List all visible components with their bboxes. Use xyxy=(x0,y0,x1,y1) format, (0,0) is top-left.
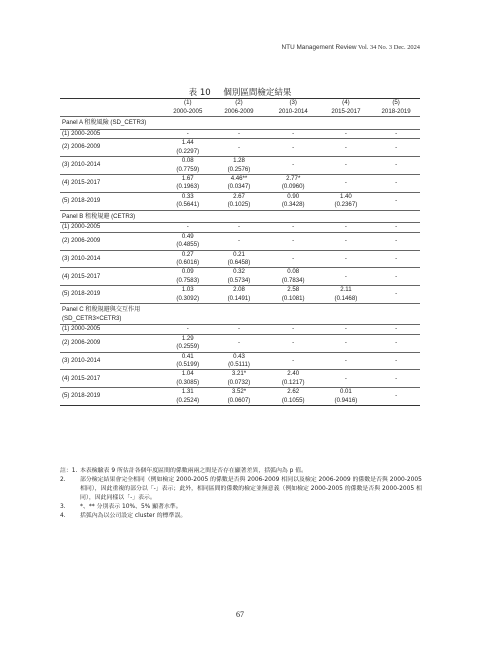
cell-value: - xyxy=(395,143,398,151)
table-cell xyxy=(372,268,420,286)
cell-value: 0.01 xyxy=(339,388,352,396)
table-cell xyxy=(211,268,267,286)
row-label: (4) 2015-2017 xyxy=(60,370,164,388)
note-text: 本表檢驗表 9 所估計各個年度區間的係數兩兩之間是否存在顯著差異，括弧內為 p 值。 xyxy=(80,468,308,474)
cell-value: 2.08 xyxy=(233,286,245,294)
column-range: 2010-2014 xyxy=(278,107,308,115)
table-cell xyxy=(267,388,320,406)
row-label: (1) 2000-2005 xyxy=(62,129,101,137)
column-range: 2018-2019 xyxy=(381,107,411,115)
table-cell xyxy=(320,388,373,406)
cell-value: 2.11 xyxy=(340,286,352,294)
cell-value: 0.21 xyxy=(233,250,245,258)
table-cell xyxy=(320,139,373,157)
cell-pvalue: (0.1055) xyxy=(281,396,305,404)
table-cell xyxy=(164,129,211,139)
table-cell xyxy=(164,139,211,157)
table-cell xyxy=(211,232,267,250)
cell-value: - xyxy=(237,237,241,245)
table-cell xyxy=(211,129,267,139)
table-cell xyxy=(164,334,211,352)
cell-pvalue: (0.5734) xyxy=(227,276,251,284)
row-label: (5) 2018-2019 xyxy=(60,388,164,406)
table-cell xyxy=(211,157,267,175)
column-number: (5) xyxy=(372,99,420,108)
cell-value: 0.90 xyxy=(287,192,300,200)
table-cell xyxy=(372,129,420,139)
column-number: (1) xyxy=(164,99,211,108)
table-cell xyxy=(211,388,267,406)
cell-value: - xyxy=(344,129,347,137)
cell-value: - xyxy=(344,161,347,169)
table-cell xyxy=(164,370,211,388)
table-row xyxy=(60,388,420,406)
table-cell xyxy=(320,232,373,250)
note-item xyxy=(60,467,422,476)
row-label: (2) 2006-2009 xyxy=(60,334,164,352)
row-label: (2) 2006-2009 xyxy=(60,139,164,157)
cell-pvalue: (0.2524) xyxy=(176,396,200,404)
cell-pvalue: (0.6016) xyxy=(176,259,200,267)
cell-pvalue: (0.6458) xyxy=(227,259,251,267)
header-row-ranges xyxy=(60,108,420,117)
cell-pvalue: (0.5199) xyxy=(176,361,200,369)
table-cell xyxy=(372,388,420,406)
table-title xyxy=(0,86,480,98)
cell-pvalue: (0.0960) xyxy=(281,183,305,191)
table-cell xyxy=(320,370,373,388)
table-cell xyxy=(211,175,267,193)
cell-value: - xyxy=(344,143,347,151)
cell-value: - xyxy=(292,223,295,231)
cell-value: 1.44 xyxy=(181,139,194,147)
table-cell xyxy=(267,129,320,139)
table-row xyxy=(60,334,420,352)
table-cell xyxy=(320,223,373,233)
table-row xyxy=(60,139,420,157)
table-cell xyxy=(211,334,267,352)
panel-label-text: Panel A 租稅風險 (SD_CETR3) xyxy=(62,119,147,127)
note-item xyxy=(60,503,422,512)
cell-value: 0.32 xyxy=(233,268,245,276)
cell-value: - xyxy=(395,325,398,333)
cell-pvalue: (0.4855) xyxy=(176,241,200,249)
cell-value: - xyxy=(186,325,189,333)
table-cell xyxy=(372,157,420,175)
row-label: (3) 2010-2014 xyxy=(60,352,164,370)
column-range: 2015-2017 xyxy=(331,107,361,115)
panel-header xyxy=(60,304,420,325)
table-cell xyxy=(164,325,211,335)
table-number: 表 10 xyxy=(188,88,211,98)
table-cell xyxy=(267,268,320,286)
cell-value: 2.67 xyxy=(233,192,245,200)
cell-value: - xyxy=(292,254,295,262)
table-cell xyxy=(372,175,420,193)
table-row xyxy=(60,192,420,210)
cell-value: - xyxy=(237,223,241,231)
cell-value: 0.27 xyxy=(181,250,194,258)
table-cell xyxy=(320,268,373,286)
note-item xyxy=(60,512,422,521)
cell-pvalue: (0.7834) xyxy=(281,276,305,284)
cell-value: - xyxy=(344,237,347,245)
cell-value: - xyxy=(186,129,189,137)
cell-value: 3.52* xyxy=(231,388,247,396)
table-cell xyxy=(164,352,211,370)
table-cell xyxy=(372,334,420,352)
cell-value: 0.49 xyxy=(181,232,194,240)
cell-value: 2.40 xyxy=(287,370,300,378)
row-label: (4) 2015-2017 xyxy=(60,268,164,286)
table-cell xyxy=(164,192,211,210)
cell-value: - xyxy=(395,356,398,364)
cell-value: - xyxy=(395,272,398,280)
table-cell xyxy=(320,325,373,335)
table-cell xyxy=(164,223,211,233)
cell-value: 0.41 xyxy=(181,352,194,360)
table-cell xyxy=(320,250,373,268)
cell-pvalue: (0.3428) xyxy=(281,201,305,209)
column-number: (2) xyxy=(211,99,267,108)
cell-pvalue: (0.1491) xyxy=(227,294,251,302)
header-spacer xyxy=(60,108,164,117)
table-cell xyxy=(211,192,267,210)
row-label: (5) 2018-2019 xyxy=(60,286,164,304)
cell-pvalue: (0.0732) xyxy=(227,378,251,386)
table-cell xyxy=(211,352,267,370)
cell-value: - xyxy=(344,254,347,262)
table-cell xyxy=(267,175,320,193)
table-cell xyxy=(267,250,320,268)
table-row xyxy=(60,129,420,139)
cell-pvalue: (0.1963) xyxy=(176,183,200,191)
panel-label-text: Panel B 租稅規避 (CETR3) xyxy=(62,212,136,220)
cell-pvalue: (0.1468) xyxy=(334,294,358,302)
cell-value: - xyxy=(292,161,295,169)
table-cell xyxy=(164,388,211,406)
panel-header xyxy=(60,117,420,130)
cell-value: - xyxy=(395,254,398,262)
running-header xyxy=(282,44,420,51)
table-row xyxy=(60,370,420,388)
table-cell xyxy=(164,286,211,304)
table-cell xyxy=(164,157,211,175)
row-label: (1) 2000-2005 xyxy=(62,325,101,333)
panel-label-text-line2: (SD_CETR3×CETR3) xyxy=(62,314,122,322)
cell-value: 1.31 xyxy=(181,388,194,396)
note-text: *、** 分別表示 10%、5% 顯著水準。 xyxy=(80,503,182,510)
note-text: 部分檢定結果會完全相同（例如檢定 2000-2005 的係數是否與 2006-2009 相同以及檢定 2006-2009 的係數是否與 2000-2005 相同），因此重複的部分以「-」表示；此外，相同區間的係數的檢定並無意義（例如檢定 2000-2005 的係數是否與 2000-2005 相同），因此同樣以「-」表示。 xyxy=(80,476,422,501)
cell-value: 0.33 xyxy=(181,192,194,200)
cell-value: - xyxy=(186,223,189,231)
cell-value: 2.62 xyxy=(287,388,300,396)
cell-value: - xyxy=(395,223,398,231)
cell-pvalue: (0.1025) xyxy=(227,201,251,209)
column-range: 2000-2005 xyxy=(173,107,203,115)
cell-value: - xyxy=(344,272,347,280)
cell-value: 1.28 xyxy=(233,157,245,165)
table-cell xyxy=(164,250,211,268)
table-cell xyxy=(320,352,373,370)
table-cell xyxy=(320,175,373,193)
table-cell xyxy=(211,223,267,233)
table-cell xyxy=(211,370,267,388)
table-cell xyxy=(164,232,211,250)
table-cell xyxy=(267,370,320,388)
cell-pvalue: (0.1217) xyxy=(281,378,305,386)
column-number: (3) xyxy=(267,99,320,108)
table-row xyxy=(60,325,420,335)
row-label: (3) 2010-2014 xyxy=(60,250,164,268)
cell-value: - xyxy=(344,374,347,382)
column-range: 2006-2009 xyxy=(224,107,254,115)
cell-value: - xyxy=(344,356,347,364)
panel-header xyxy=(60,210,420,223)
row-label: (4) 2015-2017 xyxy=(60,175,164,193)
cell-value: 1.40 xyxy=(339,192,352,200)
cell-value: - xyxy=(395,129,398,137)
cell-pvalue: (0.0607) xyxy=(227,396,251,404)
cell-value: - xyxy=(344,179,347,187)
cell-value: - xyxy=(395,339,398,347)
cell-value: - xyxy=(344,223,347,231)
cell-value: 0.08 xyxy=(181,157,194,165)
cell-value: 1.04 xyxy=(181,370,194,378)
note-prefix: 2. xyxy=(60,476,66,483)
table-cell xyxy=(372,325,420,335)
cell-value: 0.09 xyxy=(181,268,194,276)
table-cell xyxy=(267,139,320,157)
row-label: (5) 2018-2019 xyxy=(60,192,164,210)
panel-label xyxy=(60,304,420,325)
journal-name: NTU Management Review xyxy=(281,44,357,51)
cell-value: - xyxy=(395,197,398,205)
cell-value: 0.08 xyxy=(287,268,300,276)
cell-pvalue: (0.2576) xyxy=(227,165,251,173)
cell-pvalue: (0.5641) xyxy=(176,201,200,209)
table-cell xyxy=(267,157,320,175)
cell-pvalue: (0.2297) xyxy=(176,147,200,155)
table-cell xyxy=(372,192,420,210)
table-cell xyxy=(267,223,320,233)
table-cell xyxy=(320,334,373,352)
cell-value: 0.43 xyxy=(233,352,245,360)
table-cell xyxy=(211,325,267,335)
table-row xyxy=(60,250,420,268)
table-row xyxy=(60,175,420,193)
cell-pvalue: (0.2367) xyxy=(334,201,358,209)
note-text: 括弧內為以公司設定 cluster 的標準誤。 xyxy=(80,512,187,519)
table-row xyxy=(60,223,420,233)
table-cell xyxy=(267,334,320,352)
panel-label-text: Panel C 租稅規避與交互作用 xyxy=(62,306,141,314)
note-item xyxy=(60,476,422,503)
row-label: (2) 2006-2009 xyxy=(60,232,164,250)
table-cell xyxy=(267,325,320,335)
table-row xyxy=(60,157,420,175)
table-row xyxy=(60,352,420,370)
cell-value: - xyxy=(237,129,241,137)
cell-value: - xyxy=(395,374,398,382)
table-cell xyxy=(372,232,420,250)
cell-value: 2.77* xyxy=(286,175,301,182)
table-row xyxy=(60,268,420,286)
table-row xyxy=(60,232,420,250)
note-prefix: 4. xyxy=(60,512,66,519)
cell-value: - xyxy=(395,179,398,187)
cell-value: 1.03 xyxy=(181,286,194,294)
cell-value: 1.29 xyxy=(181,334,194,342)
table-cell xyxy=(267,192,320,210)
cell-value: - xyxy=(395,161,398,169)
row-label: (3) 2010-2014 xyxy=(60,157,164,175)
panel-label xyxy=(60,117,420,130)
table-cell xyxy=(267,286,320,304)
cell-pvalue: (0.0347) xyxy=(227,183,251,191)
cell-value: - xyxy=(292,129,295,137)
note-prefix: 註：1. xyxy=(60,468,78,474)
cell-pvalue: (0.9416) xyxy=(334,396,358,404)
table-cell xyxy=(211,139,267,157)
cell-pvalue: (0.7583) xyxy=(176,276,200,284)
cell-pvalue: (0.7759) xyxy=(176,165,200,173)
table-cell xyxy=(372,352,420,370)
cell-value: - xyxy=(344,325,347,333)
cell-value: 3.21* xyxy=(231,370,247,378)
note-prefix: 3. xyxy=(60,503,66,510)
cell-value: - xyxy=(292,143,295,151)
table-cell xyxy=(320,129,373,139)
table-cell xyxy=(267,352,320,370)
table-cell xyxy=(320,286,373,304)
page-number: 67 xyxy=(236,610,244,619)
table-cell xyxy=(372,286,420,304)
cell-pvalue: (0.1081) xyxy=(281,294,305,302)
cell-value: - xyxy=(344,339,347,347)
header-row-numbers xyxy=(60,99,420,108)
cell-value: 4.46** xyxy=(230,175,248,182)
cell-value: - xyxy=(237,143,241,151)
results-table xyxy=(60,98,420,406)
table-cell xyxy=(372,370,420,388)
header-spacer xyxy=(60,99,164,108)
cell-value: - xyxy=(292,237,295,245)
cell-pvalue: (0.3092) xyxy=(176,294,200,302)
table-cell xyxy=(164,175,211,193)
row-label: (1) 2000-2005 xyxy=(62,223,101,231)
table-cell xyxy=(211,250,267,268)
cell-pvalue: (0.2559) xyxy=(176,343,200,351)
table-cell xyxy=(372,223,420,233)
table-cell xyxy=(320,192,373,210)
table-caption: 個別區間檢定結果 xyxy=(223,88,292,98)
cell-value: - xyxy=(237,339,241,347)
table-cell xyxy=(320,157,373,175)
panel-label xyxy=(60,210,420,223)
table-cell xyxy=(164,268,211,286)
cell-pvalue: (0.3085) xyxy=(176,378,200,386)
table-cell xyxy=(372,139,420,157)
cell-value: - xyxy=(237,325,241,333)
cell-value: - xyxy=(395,237,398,245)
table-row xyxy=(60,286,420,304)
table-cell xyxy=(372,250,420,268)
table-cell xyxy=(267,232,320,250)
cell-value: - xyxy=(395,290,398,298)
table-cell xyxy=(211,286,267,304)
cell-pvalue: (0.5111) xyxy=(228,361,250,369)
cell-value: 2.58 xyxy=(287,286,300,294)
table-notes xyxy=(60,467,422,520)
cell-value: - xyxy=(292,325,295,333)
journal-issue: Vol. 34 No. 3 Dec. 2024 xyxy=(357,44,420,51)
cell-value: - xyxy=(292,356,295,364)
cell-value: 1.67 xyxy=(181,175,194,182)
column-number: (4) xyxy=(320,99,373,108)
cell-value: - xyxy=(395,392,398,400)
cell-value: - xyxy=(292,339,295,347)
